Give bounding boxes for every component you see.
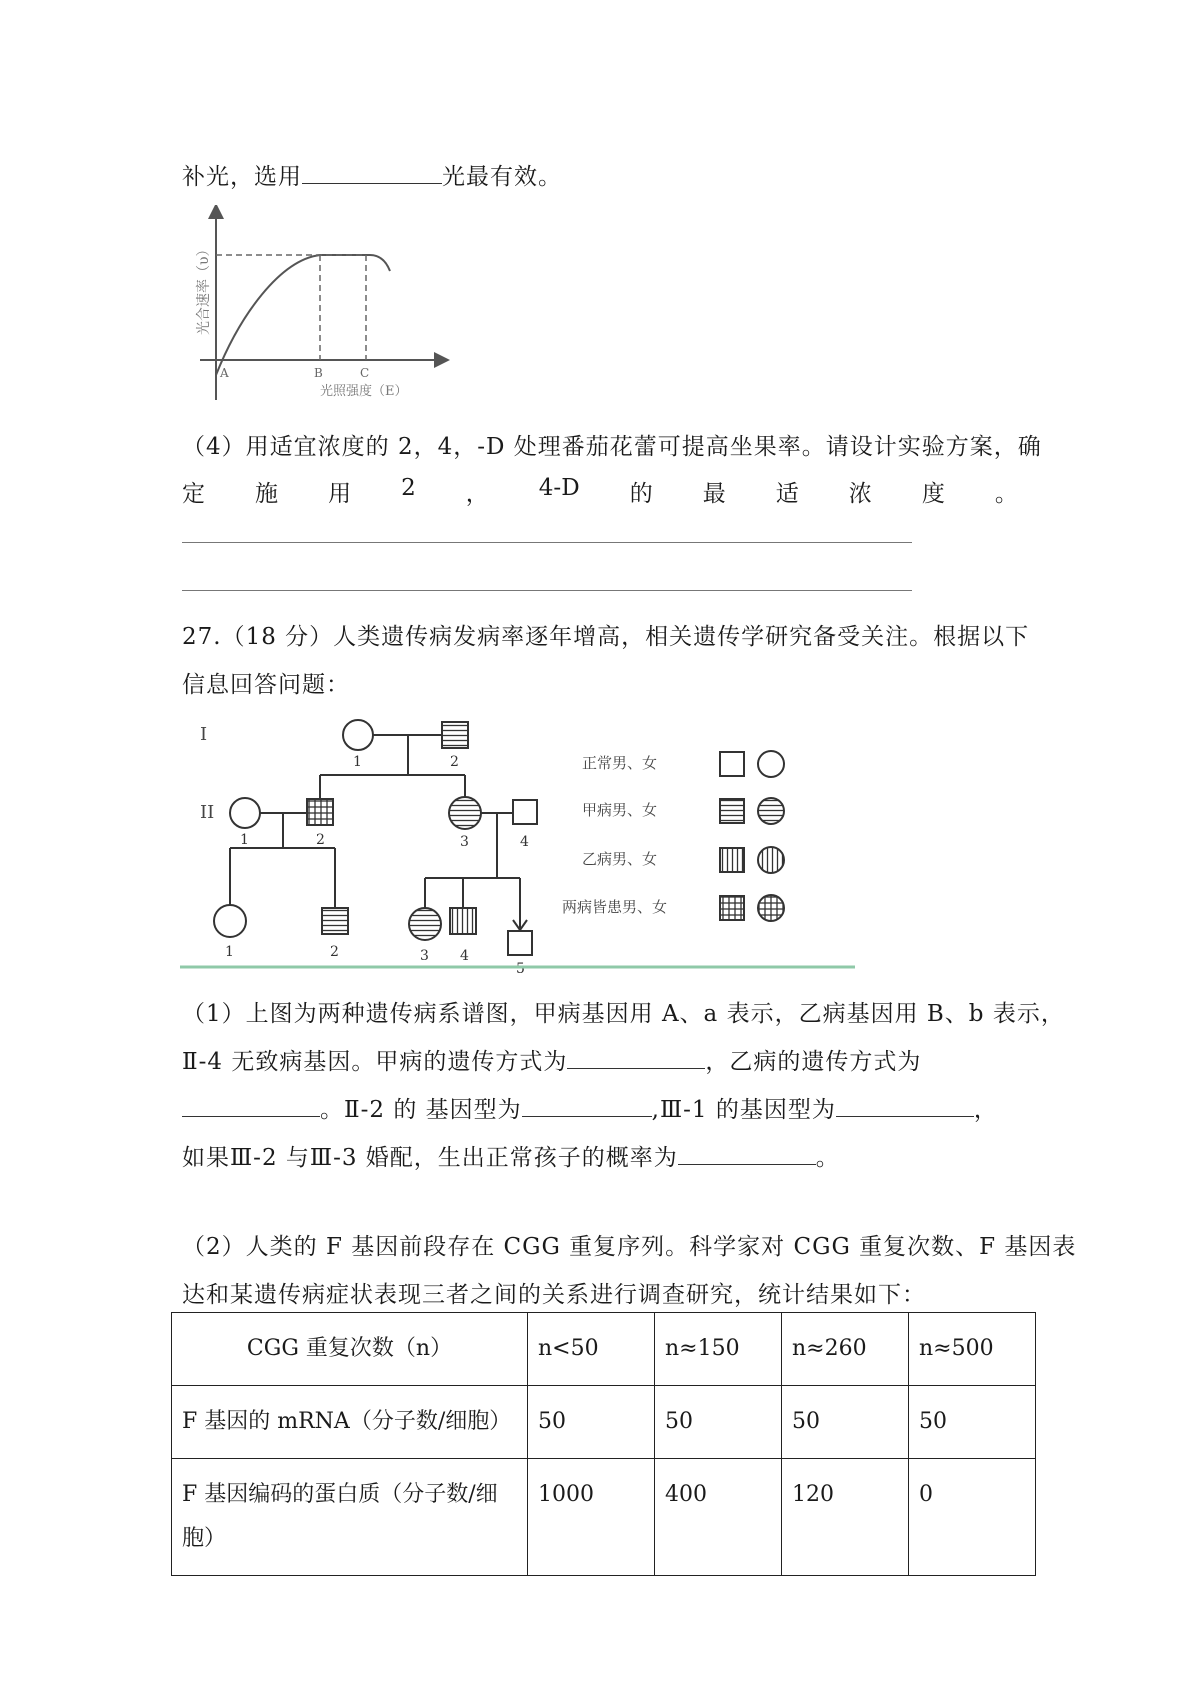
legend-normal-male xyxy=(720,752,744,776)
iii3-female-jia xyxy=(409,908,441,940)
answer-blank-probability[interactable] xyxy=(678,1144,816,1165)
table-cell: 50 xyxy=(655,1386,782,1459)
table-cell: 50 xyxy=(528,1386,655,1459)
label-ii3: 3 xyxy=(460,834,469,850)
generation-label-i: I xyxy=(200,724,208,745)
text-segment: Ⅱ-4 无致病基因。甲病的遗传方式为 xyxy=(182,1049,568,1075)
tick-c: C xyxy=(360,366,370,380)
justified-word: 最 xyxy=(702,481,726,507)
label-iii2: 2 xyxy=(330,944,339,960)
label-ii2: 2 xyxy=(316,832,325,848)
pedigree-chart xyxy=(180,708,860,978)
fill-in-line-light xyxy=(182,158,562,191)
question-4-line-1: （4）用适宜浓度的 2，4，-D 处理番茄花蕾可提高坐果率。请设计实验方案，确 xyxy=(182,434,1042,460)
cgg-data-table xyxy=(171,1312,1036,1576)
iii2-male-jia xyxy=(322,908,348,934)
ii1-female-normal xyxy=(230,798,260,828)
label-iii3: 3 xyxy=(420,948,429,964)
justified-word: 浓 xyxy=(848,481,872,507)
legend-normal-label: 正常男、女 xyxy=(582,754,658,772)
table-row xyxy=(172,1313,1036,1386)
y-axis-label: 光合速率（υ） xyxy=(196,242,212,335)
question-27-line-1: 27.（18 分）人类遗传病发病率逐年增高，相关遗传学研究备受关注。根据以下 xyxy=(182,624,1030,650)
justified-word: 适 xyxy=(775,481,799,507)
ii4-male-normal xyxy=(513,800,537,824)
text-segment: ，乙病的遗传方式为 xyxy=(705,1049,922,1075)
ii2-male-both xyxy=(307,799,333,825)
table-header-cell: n<50 xyxy=(528,1313,655,1386)
justified-word: 。 xyxy=(994,481,1018,507)
tick-a: A xyxy=(220,366,229,380)
text-segment: 如果Ⅲ-2 与Ⅲ-3 婚配，生出正常孩子的概率为 xyxy=(182,1145,678,1171)
label-iii5: 5 xyxy=(516,961,525,977)
sub-question-1-line-4 xyxy=(182,1139,840,1172)
table-cell: 50 xyxy=(782,1386,909,1459)
label-ii1: 1 xyxy=(240,832,249,848)
label-i2: 2 xyxy=(450,754,459,770)
table-cell: F 基因的 mRNA（分子数/细胞） xyxy=(172,1386,528,1459)
justified-word: 2 xyxy=(401,475,416,501)
tick-b: B xyxy=(314,366,323,380)
answer-blank[interactable] xyxy=(302,163,442,184)
light-response-graph xyxy=(180,205,450,405)
table-cell: F 基因编码的蛋白质（分子数/细胞） xyxy=(172,1459,528,1576)
rate-curve xyxy=(216,255,390,375)
answer-rule-2[interactable] xyxy=(182,590,912,591)
text-segment: 。 xyxy=(815,1145,840,1171)
legend-yi-label: 乙病男、女 xyxy=(582,850,658,868)
answer-blank-jia-mode[interactable] xyxy=(567,1048,705,1069)
table-header-cell: CGG 重复次数（n） xyxy=(172,1313,528,1386)
iii4-male-yi xyxy=(450,908,476,934)
sub-question-2-line-1: （2）人类的 F 基因前段存在 CGG 重复序列。科学家对 CGG 重复次数、F 基因表 xyxy=(182,1234,1077,1260)
answer-blank-iii1-genotype[interactable] xyxy=(836,1096,974,1117)
legend-both-female xyxy=(758,895,784,921)
table-cell: 1000 xyxy=(528,1459,655,1576)
iii5-male-normal xyxy=(508,931,532,955)
text-segment: 光最有效。 xyxy=(442,164,562,190)
label-iii1: 1 xyxy=(225,944,234,960)
answer-blank-ii2-genotype[interactable] xyxy=(522,1096,652,1117)
table-cell: 120 xyxy=(782,1459,909,1576)
table-cell: 0 xyxy=(909,1459,1036,1576)
justified-word: 定 xyxy=(182,481,205,507)
justified-word: 4-D xyxy=(538,475,580,501)
justified-word: 用 xyxy=(328,481,352,507)
text-segment: ， xyxy=(973,1097,998,1123)
legend-both-label: 两病皆患男、女 xyxy=(562,898,668,916)
legend-both-male xyxy=(720,896,744,920)
label-i1: 1 xyxy=(353,754,362,770)
sub-question-1-line-1: （1）上图为两种遗传病系谱图，甲病基因用 A、a 表示，乙病基因用 B、b 表示， xyxy=(182,1001,1065,1027)
justified-word: ， xyxy=(465,481,489,507)
question-27-line-2: 信息回答问题： xyxy=(182,672,350,698)
table-cell: 400 xyxy=(655,1459,782,1576)
legend-jia-female xyxy=(758,798,784,824)
legend-yi-male xyxy=(720,848,744,872)
sub-question-1-line-2 xyxy=(182,1043,921,1076)
question-4-line-2 xyxy=(182,475,1018,508)
text-segment: ,Ⅲ-1 的基因型为 xyxy=(651,1097,836,1123)
legend-jia-male xyxy=(720,799,744,823)
justified-word: 度 xyxy=(921,481,945,507)
generation-label-ii: II xyxy=(200,802,215,823)
table-header-cell: n≈260 xyxy=(782,1313,909,1386)
table-header-cell: n≈150 xyxy=(655,1313,782,1386)
text-segment: 补光，选用 xyxy=(182,164,302,190)
justified-word: 的 xyxy=(629,481,653,507)
label-iii4: 4 xyxy=(460,948,469,964)
answer-rule-1[interactable] xyxy=(182,542,912,543)
label-ii4: 4 xyxy=(520,834,529,850)
legend-jia-label: 甲病男、女 xyxy=(582,801,658,819)
sub-question-1-line-3 xyxy=(182,1091,998,1124)
ii3-female-jia xyxy=(449,797,481,829)
x-axis-label: 光照强度（E） xyxy=(320,384,408,399)
table-row xyxy=(172,1459,1036,1576)
legend-normal-female xyxy=(758,751,784,777)
legend-yi-female xyxy=(758,847,784,873)
answer-blank-yi-mode[interactable] xyxy=(182,1096,320,1117)
table-cell: 50 xyxy=(909,1386,1036,1459)
table-row xyxy=(172,1386,1036,1459)
justified-word: 施 xyxy=(255,481,279,507)
iii1-female-normal xyxy=(214,905,246,937)
i2-male-jia xyxy=(442,722,468,748)
sub-question-2-line-2: 达和某遗传病症状表现三者之间的关系进行调查研究，统计结果如下： xyxy=(182,1282,926,1308)
table-header-cell: n≈500 xyxy=(909,1313,1036,1386)
text-segment: 。Ⅱ-2 的 基因型为 xyxy=(320,1097,522,1123)
i1-female-normal xyxy=(343,720,373,750)
